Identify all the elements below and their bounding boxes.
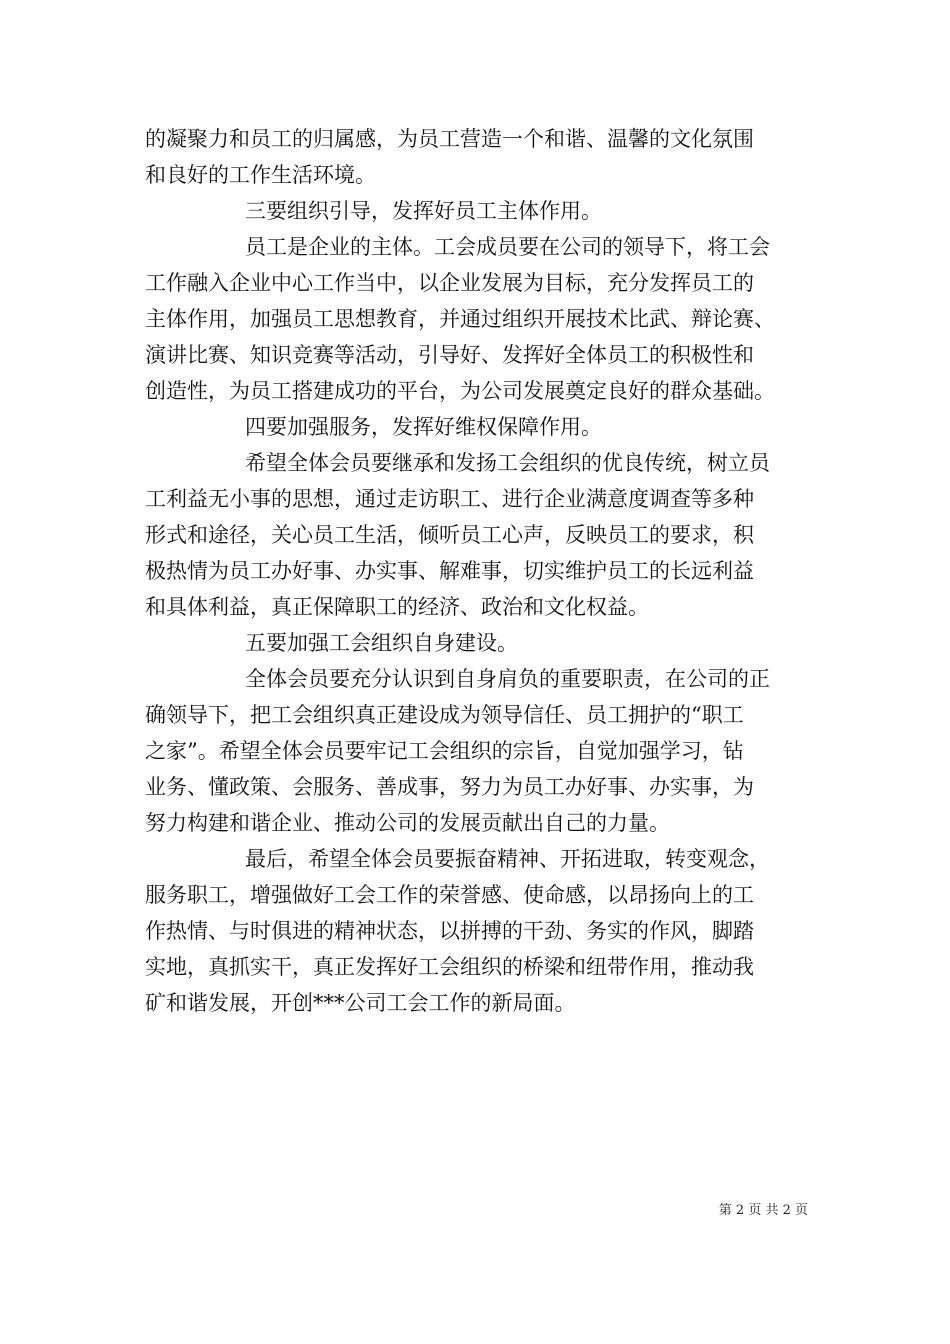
text-line: 业务、懂政策、会服务、善成事，努力为员工办好事、办实事，为: [145, 775, 754, 799]
text-line: 之家”。希望全体会员要牢记工会组织的宗旨，自觉加强学习，钻: [145, 739, 744, 763]
page-number: 第 2 页 共 2 页: [718, 1203, 808, 1218]
text-line: 努力构建和谐企业、推动公司的发展贡献出自己的力量。: [145, 811, 670, 835]
text-line: 服务职工，增强做好工会工作的荣誉感、使命感，以昂扬向上的工: [145, 883, 754, 907]
text-line: 的凝聚力和员工的归属感，为员工营造一个和谐、温馨的文化氛围: [145, 127, 754, 151]
text-line: 实地，真抓实干，真正发挥好工会组织的桥梁和纽带作用，推动我: [145, 955, 754, 979]
text-line: 和具体利益，真正保障职工的经济、政治和文化权益。: [145, 595, 649, 619]
text-line: 主体作用，加强员工思想教育，并通过组织开展技术比武、辩论赛、: [145, 307, 775, 331]
text-line: 极热情为员工办好事、办实事、解难事，切实维护员工的长远利益: [145, 559, 754, 583]
text-line: 工利益无小事的思想，通过走访职工、进行企业满意度调查等多种: [145, 487, 754, 511]
text-line: 创造性，为员工搭建成功的平台，为公司发展奠定良好的群众基础。: [145, 379, 775, 403]
paragraph-start-line: 希望全体会员要继承和发扬工会组织的优良传统，树立员: [245, 451, 770, 475]
section-heading: 五要加强工会组织自身建设。: [245, 631, 518, 655]
paragraph-start-line: 最后，希望全体会员要振奋精神、开拓进取，转变观念，: [245, 847, 770, 871]
text-line: 矿和谐发展，开创***公司工会工作的新局面。: [145, 991, 576, 1015]
text-line: 和良好的工作生活环境。: [145, 163, 376, 187]
text-line: 作热情、与时俱进的精神状态，以拼搏的干劲、务实的作风，脚踏: [145, 919, 754, 943]
text-line: 确领导下，把工会组织真正建设成为领导信任、员工拥护的“职工: [145, 703, 744, 727]
section-heading: 三要组织引导，发挥好员工主体作用。: [245, 199, 602, 223]
paragraph-start-line: 员工是企业的主体。工会成员要在公司的领导下，将工会: [245, 235, 770, 259]
section-heading: 四要加强服务，发挥好维权保障作用。: [245, 415, 602, 439]
text-line: 形式和途径，关心员工生活，倾听员工心声，反映员工的要求，积: [145, 523, 754, 547]
paragraph-start-line: 全体会员要充分认识到自身肩负的重要职责，在公司的正: [245, 667, 770, 691]
document-body: [145, 121, 810, 1021]
text-line: 演讲比赛、知识竞赛等活动，引导好、发挥好全体员工的积极性和: [145, 343, 754, 367]
text-line: 工作融入企业中心工作当中，以企业发展为目标，充分发挥员工的: [145, 271, 754, 295]
